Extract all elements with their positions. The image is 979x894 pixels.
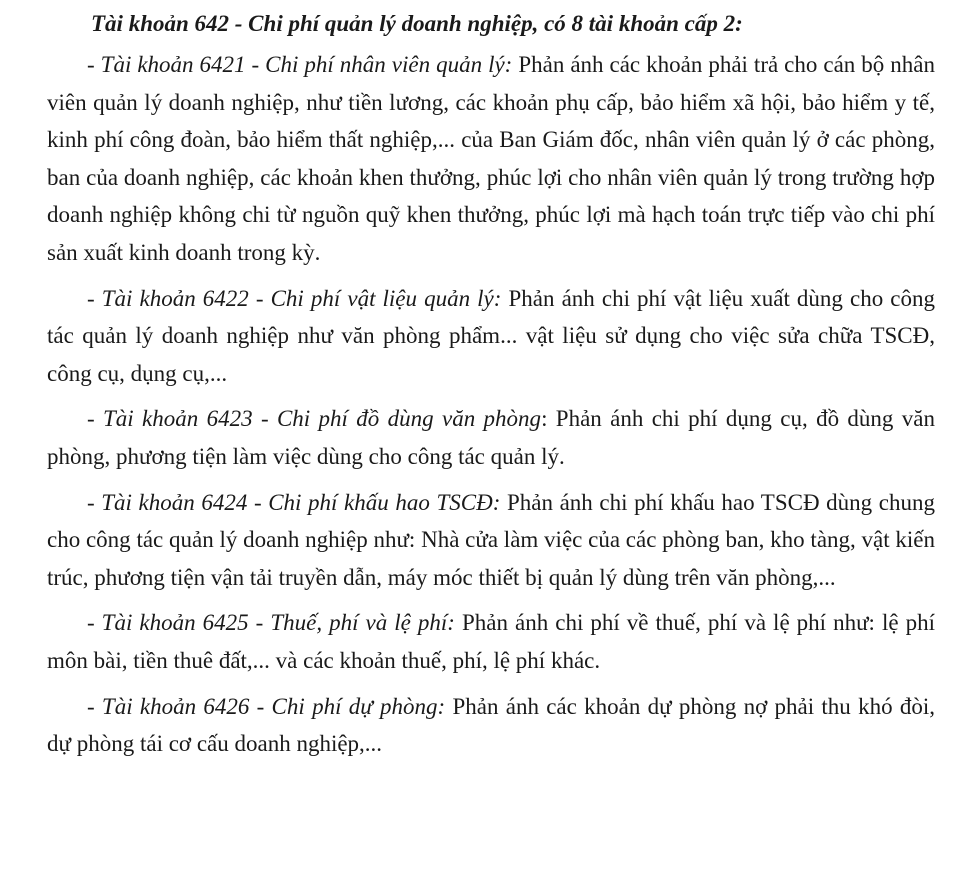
account-description: Phản ánh các khoản dự phòng nợ phải thu khó đòi, dự phòng tái cơ cấu doanh nghiệp,... [47,693,935,757]
paragraph-6425 [47,604,935,679]
paragraph-6421 [47,46,935,272]
account-description: Phản ánh chi phí vật liệu xuất dùng cho công tác quản lý doanh nghiệp như văn phòng phẩm... vật liệu sử dụng cho việc sửa chữa TSCĐ, công cụ, dụng cụ,... [47,285,935,386]
section-heading: Tài khoản 642 - Chi phí quản lý doanh nghiệp, có 8 tài khoản cấp 2: [91,11,743,36]
account-term: - Tài khoản 6423 - Chi phí đồ dùng văn phòng [87,406,542,432]
account-description: Phản ánh các khoản phải trả cho cán bộ nhân viên quản lý doanh nghiệp, như tiền lương, các khoản phụ cấp, bảo hiểm xã hội, bảo hiểm y tế, kinh phí công đoàn, bảo hiểm thất nghiệp,... của Ban Giám đốc, nhân viên quản lý ở các phòng, ban của doanh nghiệp, các khoản khen thưởng, phúc lợi cho nhân viên quản lý trong trường hợp doanh nghiệp không chi từ nguồn quỹ khen thưởng, phúc lợi mà hạch toán trực tiếp vào chi phí sản xuất kinh doanh trong kỳ. [47,52,935,265]
paragraph-6424 [47,484,935,597]
paragraph-6422 [47,280,935,393]
account-term: - Tài khoản 6422 - Chi phí vật liệu quản lý: [87,285,502,311]
account-description: : Phản ánh chi phí dụng cụ, đồ dùng văn phòng, phương tiện làm việc dùng cho công tác quản lý. [47,406,935,469]
account-term: - Tài khoản 6421 - Chi phí nhân viên quản lý: [87,52,513,77]
account-term: - Tài khoản 6425 - Thuế, phí và lệ phí: [87,610,455,636]
account-term: - Tài khoản 6426 - Chi phí dự phòng: [87,693,446,719]
paragraph-6423 [47,400,935,475]
document-body [47,6,935,771]
paragraph-6426 [47,688,935,763]
account-term: - Tài khoản 6424 - Chi phí khấu hao TSCĐ: [87,489,501,515]
account-description: Phản ánh chi phí về thuế, phí và lệ phí như: lệ phí môn bài, tiền thuê đất,... và các khoản thuế, phí, lệ phí khác. [47,610,935,673]
account-description: Phản ánh chi phí khấu hao TSCĐ dùng chung cho công tác quản lý doanh nghiệp như: Nhà cửa làm việc của các phòng ban, kho tàng, vật kiến trúc, phương tiện vận tải truyền dẫn, máy móc thiết bị quản lý dùng trên văn phòng,... [47,489,935,590]
